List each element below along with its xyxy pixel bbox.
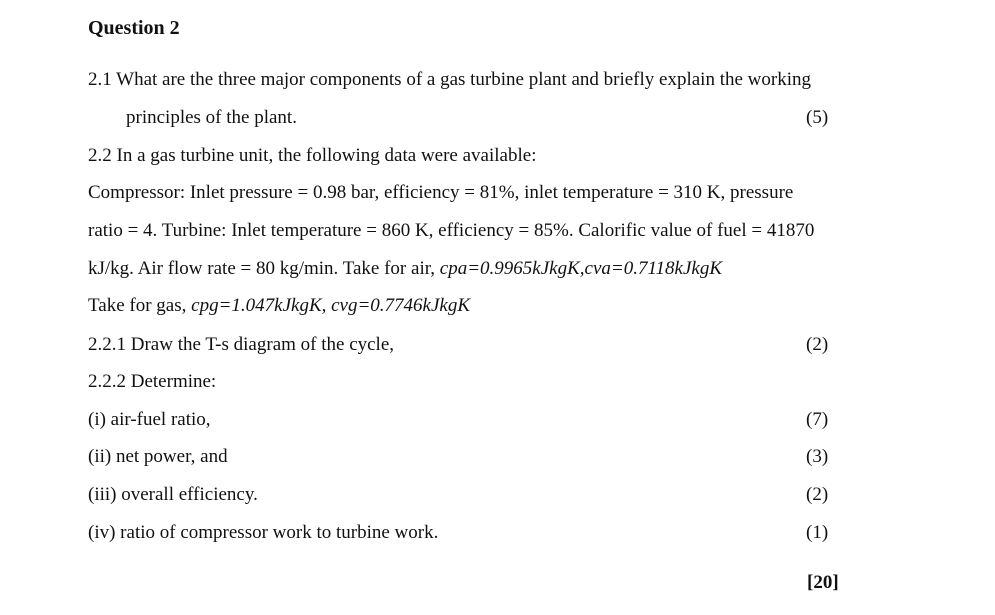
part-iv-marks: (1) <box>806 522 829 543</box>
q2-2-1-marks: (2) <box>806 334 829 355</box>
air-properties-formula: cpa=0.9965kJkgK,cva=0.7118kJkgK <box>439 258 723 279</box>
q2-2-1-text: 2.2.1 Draw the T-s diagram of the cycle, <box>88 334 395 355</box>
part-ii-text: (ii) net power, and <box>88 446 228 467</box>
total-marks: [20] <box>807 572 839 593</box>
part-i-marks: (7) <box>806 409 829 430</box>
q2-2-2-text: 2.2.2 Determine: <box>88 371 217 392</box>
q2-2-data-line-1: Compressor: Inlet pressure = 0.98 bar, efficiency = 81%, inlet temperature = 310 K, pressure <box>88 182 794 203</box>
q2-1-line-2: principles of the plant. <box>126 107 297 128</box>
question-heading: Question 2 <box>88 17 180 39</box>
gas-properties-text: Take for gas, <box>88 295 192 316</box>
q2-2-data-line-2: ratio = 4. Turbine: Inlet temperature = 860 K, efficiency = 85%. Calorific value of fuel = 41870 <box>88 220 815 241</box>
part-iii-marks: (2) <box>806 484 829 505</box>
part-iv-text: (iv) ratio of compressor work to turbine work. <box>88 522 439 543</box>
q2-1-line-1: 2.1 What are the three major components of a gas turbine plant and briefly explain the working <box>88 69 812 90</box>
part-ii-marks: (3) <box>806 446 829 467</box>
part-iii-text: (iii) overall efficiency. <box>88 484 258 505</box>
air-properties-text: kJ/kg. Air flow rate = 80 kg/min. Take for air, <box>88 258 440 279</box>
q2-2-intro: 2.2 In a gas turbine unit, the following data were available: <box>88 145 537 166</box>
part-i-text: (i) air-fuel ratio, <box>88 409 211 430</box>
q2-2-data-line-3 <box>88 257 722 281</box>
gas-properties-formula: cpg=1.047kJkgK, cvg=0.7746kJkgK <box>191 295 471 316</box>
q2-2-data-line-4 <box>88 294 470 318</box>
q2-1-marks: (5) <box>806 107 829 128</box>
